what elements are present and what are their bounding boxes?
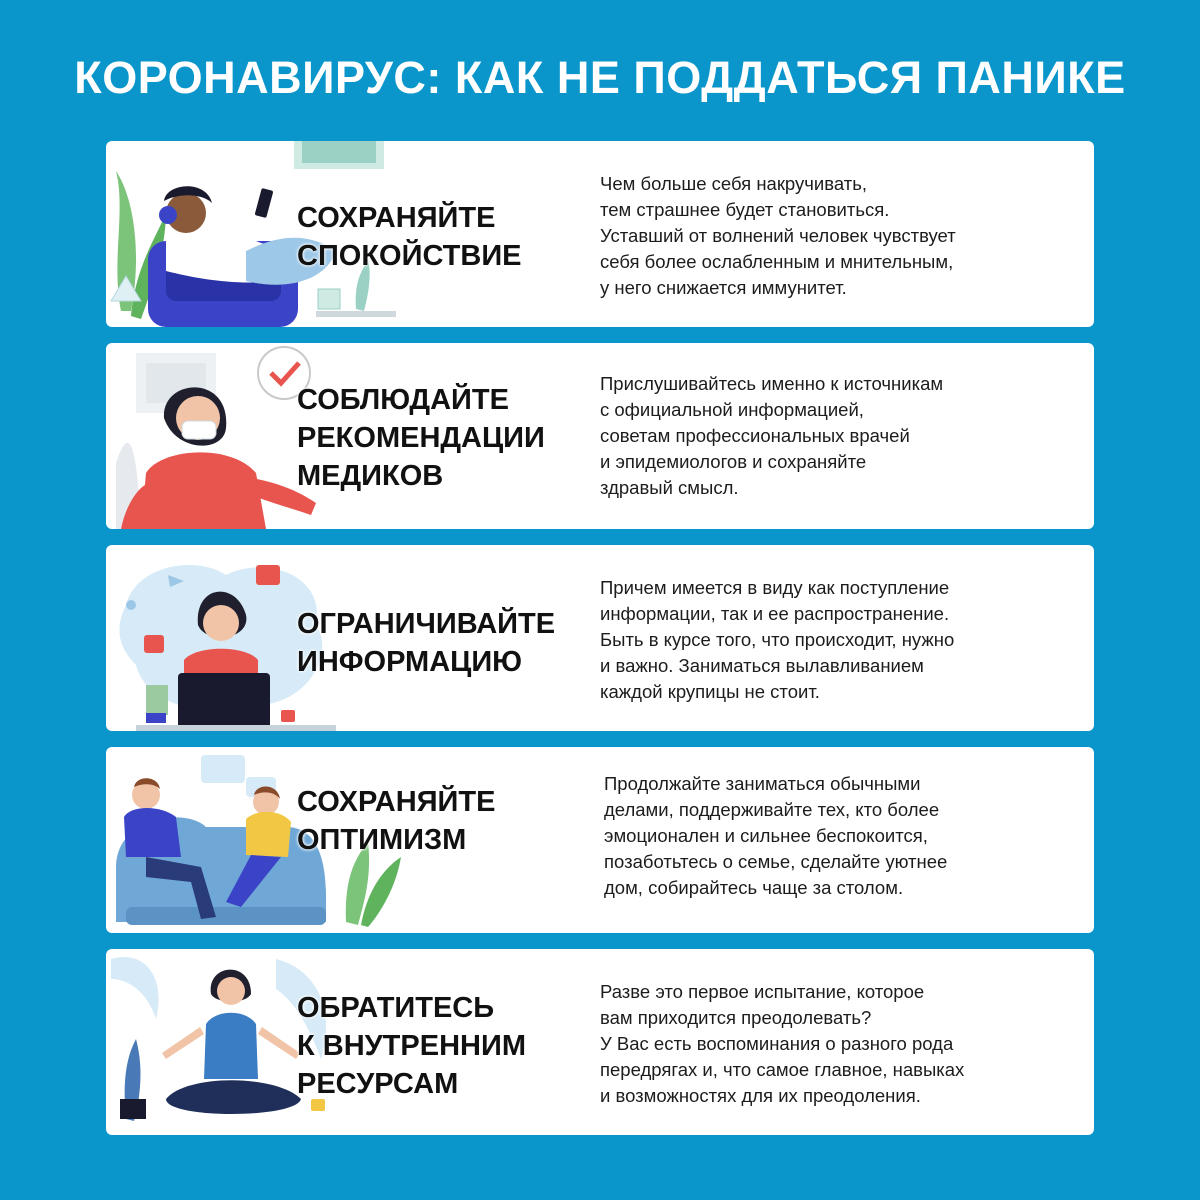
tip-card-optimism (106, 747, 1094, 933)
tip-card-recommendations (106, 343, 1094, 529)
card-heading: СОБЛЮДАЙТЕ РЕКОМЕНДАЦИИ МЕДИКОВ (297, 384, 545, 492)
card-text: Прислушивайтесь именно к источникам с официальной информацией, советам профессиональных врачей и эпидемиологов и сохраняйте здравый смысл. (600, 373, 944, 498)
tip-card-calm (106, 141, 1094, 327)
card-heading: ОБРАТИТЕСЬ К ВНУТРЕННИМ РЕСУРСАМ (297, 992, 526, 1100)
card-text: Разве это первое испытание, которое вам приходится преодолевать? У Вас есть воспоминания о разного рода передрягах и, что самое главное, навыках и возможностях для их преодоления. (600, 981, 965, 1106)
card-heading: СОХРАНЯЙТЕ ОПТИМИЗМ (297, 786, 496, 856)
page-title: КОРОНАВИРУС: КАК НЕ ПОДДАТЬСЯ ПАНИКЕ (74, 52, 1126, 103)
card-text: Причем имеется в виду как поступление информации, так и ее распространение. Быть в курсе того, что происходит, нужно и важно. Заниматься вылавливанием каждой крупицы не стоит. (600, 577, 955, 702)
card-text: Продолжайте заниматься обычными делами, поддерживайте тех, кто более эмоционален и сильнее беспокоится, позаботьтесь о семье, сделайте уютнее дом, собирайтесь чаще за столом. (604, 773, 948, 898)
tip-card-inner-resources (106, 949, 1094, 1135)
card-heading: ОГРАНИЧИВАЙТЕ ИНФОРМАЦИЮ (297, 608, 556, 678)
card-text: Чем больше себя накручивать, тем страшнее будет становиться. Уставший от волнений человек чувствует себя более ослабленным и мнительным, у него снижается иммунитет. (600, 173, 956, 298)
tip-card-limit-info (106, 545, 1094, 731)
card-heading: СОХРАНЯЙТЕ СПОКОЙСТВИЕ (297, 202, 522, 272)
